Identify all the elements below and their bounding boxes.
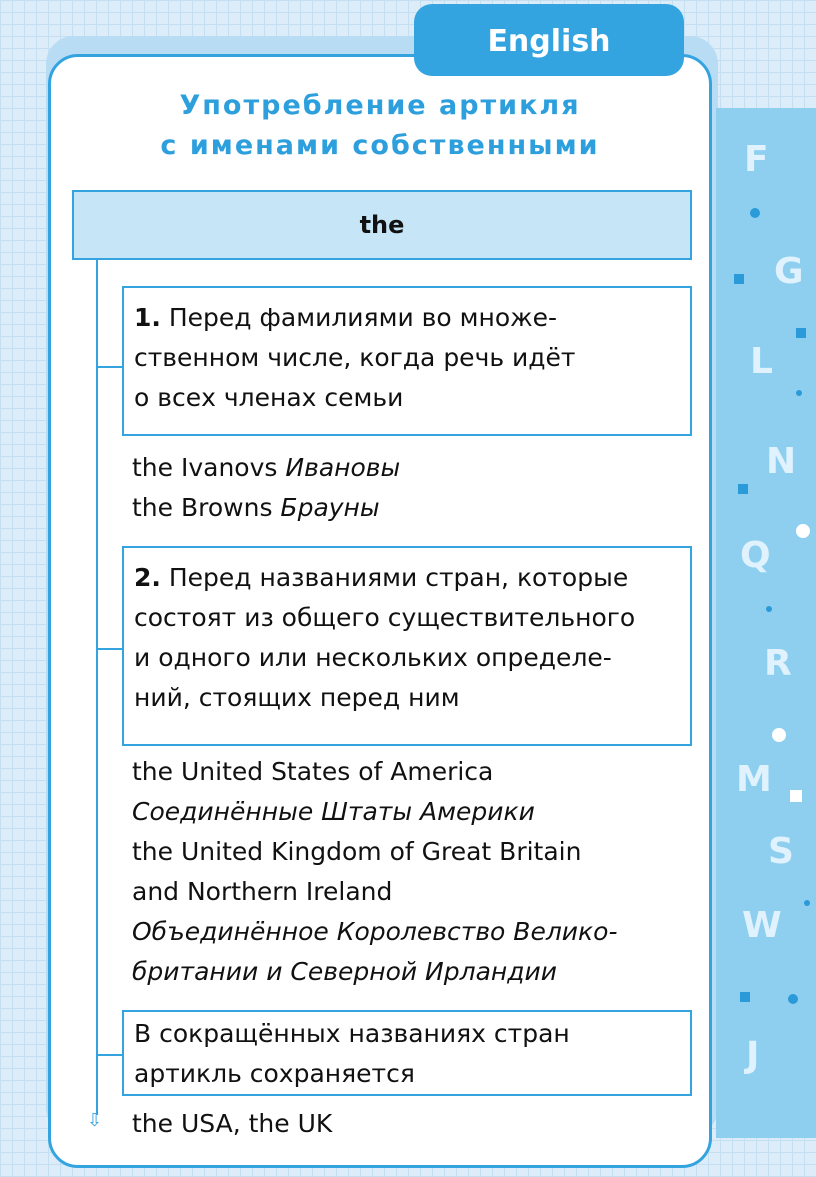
example-en: the United Kingdom of Great Britain [132,837,582,866]
rule-text-line: и одного или нескольких определе- [134,643,612,672]
decor-square [738,484,748,494]
connector-line [96,260,98,1115]
rule-text-line: состоят из общего существительного [134,603,636,632]
decor-square [734,274,744,284]
side-letter-m: M [736,759,772,800]
rule-text-line: ственном числе, когда речь идёт [134,343,576,372]
rule-text-line: Перед названиями стран, которые [168,563,629,592]
rule-text-line: о всех членах семьи [134,383,404,412]
decor-dot [796,390,802,396]
side-letter-r: R [764,643,792,684]
rule-text-line: ний, стоящих перед ним [134,683,460,712]
rule-number: 2. [134,563,161,592]
arrow-down-icon: ⇩ [87,1110,103,1131]
rule-box-2 [122,546,692,746]
side-letter-j: J [746,1035,760,1076]
decor-dot [766,606,772,612]
title-line-2: с именами собственными [160,130,600,161]
note-line: В сокращённых названиях стран [134,1019,570,1048]
side-letter-q: Q [740,535,771,576]
example-ru: британии и Северной Ирландии [132,957,558,986]
examples-1 [132,448,692,528]
decor-square [796,328,806,338]
subject-tab: English [414,4,684,76]
side-letter-f: F [744,139,769,180]
decor-square [740,992,750,1002]
rule-text-line: Перед фамилиями во множе- [168,303,558,332]
connector-branch [96,1054,123,1056]
example-ru: Ивановы [285,453,401,482]
note-line: артикль сохраняется [134,1059,415,1088]
decor-dot [796,524,810,538]
example-en: the USA, the UK [132,1109,333,1138]
example-ru: Брауны [280,493,380,522]
side-letter-g: G [774,251,804,292]
decor-dot [788,994,798,1004]
rule-box-1 [122,286,692,436]
side-letter-n: N [766,441,797,482]
connector-branch [96,648,123,650]
example-en: the United States of America [132,757,494,786]
example-en: the Ivanovs [132,453,278,482]
page-title [80,86,680,166]
title-line-1: Употребление артикля [179,90,581,121]
examples-2 [132,752,692,992]
side-letter-s: S [768,831,794,872]
rule-number: 1. [134,303,161,332]
side-letter-l: L [750,341,773,382]
example-ru: Соединённые Штаты Америки [132,797,535,826]
article-header: the [72,190,692,260]
examples-3 [132,1104,692,1144]
example-en: the Browns [132,493,273,522]
side-letter-w: W [742,905,782,946]
decor-square [790,790,802,802]
example-ru: Объединённое Королевство Велико- [132,917,618,946]
note-box [122,1010,692,1096]
side-letter-strip [716,108,816,1138]
decor-dot [804,900,810,906]
connector-branch [96,366,123,368]
decor-dot [750,208,760,218]
example-en: and Northern Ireland [132,877,393,906]
decor-dot [772,728,786,742]
